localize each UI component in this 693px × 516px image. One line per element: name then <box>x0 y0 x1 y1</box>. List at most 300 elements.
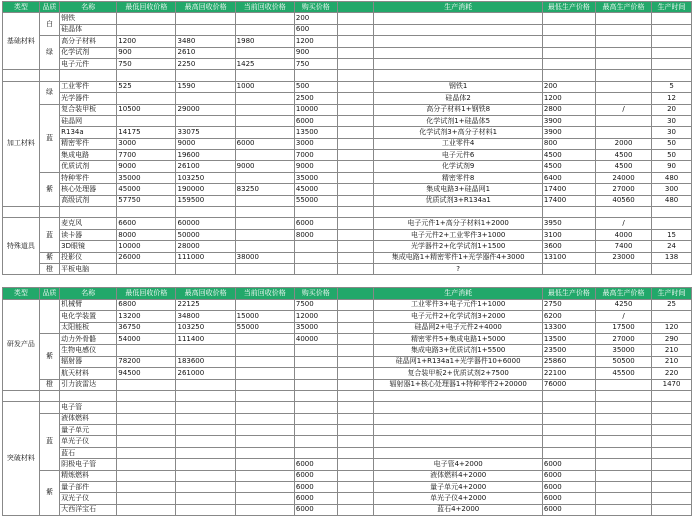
column-header: 最低回收价格 <box>117 288 176 299</box>
buy-price <box>294 356 337 367</box>
min-recycle-price <box>117 493 176 504</box>
buy-price: 600 <box>294 24 337 35</box>
max-production-price: 4250 <box>595 299 651 310</box>
max-recycle-price <box>176 115 235 126</box>
production-recipe: 辐射器1+核心处理器1+特种零件2+20000 <box>374 379 542 390</box>
production-recipe <box>374 425 542 436</box>
max-production-price <box>595 379 651 390</box>
production-recipe <box>374 413 542 424</box>
buy-price: 2500 <box>294 93 337 104</box>
production-recipe: 集成电路1+精密零件1+光学器件4+3000 <box>374 252 542 263</box>
table-row <box>3 470 692 481</box>
item-name: 双光子仪 <box>60 493 117 504</box>
current-recycle-price <box>235 24 294 35</box>
max-recycle-price: 1590 <box>176 81 235 92</box>
max-production-price: / <box>595 104 651 115</box>
max-production-price <box>595 459 651 470</box>
min-production-price: 3950 <box>542 218 595 229</box>
quality-cell: 橙 <box>39 263 59 274</box>
min-production-price <box>542 425 595 436</box>
empty-cell <box>337 390 374 401</box>
production-recipe <box>374 36 542 47</box>
table-row <box>3 195 692 206</box>
min-recycle-price <box>117 504 176 515</box>
min-recycle-price: 36750 <box>117 322 176 333</box>
item-name: 生物电感仪 <box>60 345 117 356</box>
table-row <box>3 413 692 424</box>
table-row <box>3 184 692 195</box>
production-recipe: 精密零件8 <box>374 172 542 183</box>
min-recycle-price: 1200 <box>117 36 176 47</box>
item-name: 蓝石 <box>60 447 117 458</box>
item-name: 复合装甲板 <box>60 104 117 115</box>
spacer-cell <box>337 172 374 183</box>
empty-cell <box>595 70 651 81</box>
production-time <box>652 263 692 274</box>
empty-cell <box>294 70 337 81</box>
column-header: 品质 <box>39 288 59 299</box>
empty-cell <box>542 70 595 81</box>
table-row <box>3 218 692 229</box>
buy-price: 6000 <box>294 115 337 126</box>
production-time <box>652 459 692 470</box>
buy-price: 6000 <box>294 504 337 515</box>
min-recycle-price <box>117 402 176 413</box>
production-time: 24 <box>652 241 692 252</box>
quality-cell: 绿 <box>39 36 59 70</box>
spacer-row <box>3 390 692 401</box>
min-recycle-price: 94500 <box>117 368 176 379</box>
buy-price: 45000 <box>294 184 337 195</box>
min-recycle-price: 35000 <box>117 172 176 183</box>
spacer-cell <box>337 195 374 206</box>
current-recycle-price <box>235 470 294 481</box>
empty-cell <box>39 390 59 401</box>
table-row <box>3 493 692 504</box>
min-recycle-price: 10500 <box>117 104 176 115</box>
production-time <box>652 482 692 493</box>
production-time <box>652 413 692 424</box>
buy-price: 35000 <box>294 172 337 183</box>
min-production-price: 3100 <box>542 229 595 240</box>
production-time: 120 <box>652 322 692 333</box>
production-recipe: 化学试剂9 <box>374 161 542 172</box>
min-production-price <box>542 263 595 274</box>
production-recipe: 液体燃料4+2000 <box>374 470 542 481</box>
empty-cell <box>176 390 235 401</box>
min-production-price <box>542 413 595 424</box>
quality-cell: 紫 <box>39 470 59 516</box>
max-production-price: 27000 <box>595 333 651 344</box>
buy-price <box>294 425 337 436</box>
production-recipe: 化学试剂1+硅晶体5 <box>374 115 542 126</box>
production-recipe: 工业零件3+电子元件1+1000 <box>374 299 542 310</box>
spacer-cell <box>337 2 374 13</box>
max-production-price <box>595 470 651 481</box>
quality-cell: 绿 <box>39 81 59 104</box>
item-name: 优质试剂 <box>60 161 117 172</box>
spacer-cell <box>337 138 374 149</box>
min-production-price: 6000 <box>542 470 595 481</box>
table-row <box>3 13 692 24</box>
min-production-price: 200 <box>542 81 595 92</box>
min-production-price: 4500 <box>542 150 595 161</box>
spacer-cell <box>337 218 374 229</box>
current-recycle-price <box>235 299 294 310</box>
production-recipe: 蓝石4+2000 <box>374 504 542 515</box>
production-recipe: 电子管4+2000 <box>374 459 542 470</box>
max-recycle-price: 103250 <box>176 322 235 333</box>
production-recipe: 工业零件4 <box>374 138 542 149</box>
max-production-price: 17500 <box>595 322 651 333</box>
column-header: 当前回收价格 <box>235 288 294 299</box>
min-recycle-price: 54000 <box>117 333 176 344</box>
item-name: 3D眼镜 <box>60 241 117 252</box>
max-recycle-price: 29000 <box>176 104 235 115</box>
spacer-cell <box>337 36 374 47</box>
spacer-cell <box>337 24 374 35</box>
production-recipe: 电子元件6 <box>374 150 542 161</box>
max-production-price <box>595 447 651 458</box>
max-recycle-price: 22125 <box>176 299 235 310</box>
production-time <box>652 311 692 322</box>
item-name: 量子单元 <box>60 425 117 436</box>
table-row <box>3 104 692 115</box>
max-recycle-price: 34800 <box>176 311 235 322</box>
min-recycle-price: 8000 <box>117 229 176 240</box>
empty-cell <box>337 207 374 218</box>
max-recycle-price <box>176 413 235 424</box>
item-name: 航天材料 <box>60 368 117 379</box>
min-recycle-price: 900 <box>117 47 176 58</box>
max-production-price: / <box>595 311 651 322</box>
empty-cell <box>542 207 595 218</box>
max-recycle-price <box>176 482 235 493</box>
min-production-price <box>542 47 595 58</box>
min-production-price: 6000 <box>542 504 595 515</box>
item-name: 平板电脑 <box>60 263 117 274</box>
min-production-price: 23500 <box>542 345 595 356</box>
current-recycle-price <box>235 93 294 104</box>
max-recycle-price <box>176 263 235 274</box>
min-recycle-price: 10000 <box>117 241 176 252</box>
quality-cell <box>39 299 59 333</box>
max-recycle-price: 26100 <box>176 161 235 172</box>
max-production-price <box>595 36 651 47</box>
production-recipe <box>374 447 542 458</box>
current-recycle-price <box>235 13 294 24</box>
item-name: 投影仪 <box>60 252 117 263</box>
table-row <box>3 356 692 367</box>
item-name: 阴极电子管 <box>60 459 117 470</box>
production-recipe: 电子元件2+化学试剂3+2000 <box>374 311 542 322</box>
production-time <box>652 447 692 458</box>
buy-price <box>294 368 337 379</box>
production-time <box>652 13 692 24</box>
table-row <box>3 81 692 92</box>
empty-cell <box>595 207 651 218</box>
current-recycle-price <box>235 218 294 229</box>
current-recycle-price <box>235 425 294 436</box>
spacer-cell <box>337 379 374 390</box>
spacer-cell <box>337 13 374 24</box>
max-production-price <box>595 93 651 104</box>
max-recycle-price: 190000 <box>176 184 235 195</box>
min-recycle-price <box>117 115 176 126</box>
empty-cell <box>235 207 294 218</box>
column-header: 生产时间 <box>652 288 692 299</box>
production-time <box>652 402 692 413</box>
current-recycle-price: 1000 <box>235 81 294 92</box>
spacer-cell <box>337 356 374 367</box>
max-production-price <box>595 482 651 493</box>
spacer-cell <box>337 470 374 481</box>
buy-price <box>294 436 337 447</box>
production-recipe <box>374 47 542 58</box>
table-row <box>3 241 692 252</box>
item-name: 太阳能板 <box>60 322 117 333</box>
spacer-cell <box>337 345 374 356</box>
production-time <box>652 425 692 436</box>
production-recipe: 硅晶网1+R134a1+光学器件10+6000 <box>374 356 542 367</box>
empty-cell <box>652 70 692 81</box>
max-recycle-price <box>176 402 235 413</box>
production-recipe: 量子单元4+2000 <box>374 482 542 493</box>
empty-cell <box>3 207 40 218</box>
quality-cell <box>39 402 59 413</box>
min-recycle-price: 750 <box>117 58 176 69</box>
min-production-price: 17400 <box>542 184 595 195</box>
empty-cell <box>374 70 542 81</box>
item-name: 读卡器 <box>60 229 117 240</box>
item-name: 量子部件 <box>60 482 117 493</box>
production-time: 210 <box>652 356 692 367</box>
min-production-price: 13100 <box>542 252 595 263</box>
min-production-price: 6000 <box>542 459 595 470</box>
current-recycle-price: 83250 <box>235 184 294 195</box>
current-recycle-price: 55000 <box>235 322 294 333</box>
min-recycle-price <box>117 436 176 447</box>
empty-cell <box>60 207 117 218</box>
table-row <box>3 447 692 458</box>
item-name: 大西洋宝石 <box>60 504 117 515</box>
production-recipe <box>374 402 542 413</box>
max-production-price: 23000 <box>595 252 651 263</box>
min-production-price: 3900 <box>542 127 595 138</box>
current-recycle-price <box>235 150 294 161</box>
buy-price: 10000 <box>294 104 337 115</box>
buy-price: 40000 <box>294 333 337 344</box>
item-name: 工业零件 <box>60 81 117 92</box>
spacer-cell <box>337 447 374 458</box>
item-name: 集成电路 <box>60 150 117 161</box>
production-time: 290 <box>652 333 692 344</box>
max-recycle-price: 50000 <box>176 229 235 240</box>
item-name: 高分子材料 <box>60 36 117 47</box>
buy-price: 9000 <box>294 161 337 172</box>
buy-price: 200 <box>294 13 337 24</box>
min-recycle-price <box>117 24 176 35</box>
min-recycle-price <box>117 459 176 470</box>
min-recycle-price <box>117 470 176 481</box>
min-production-price: 3600 <box>542 241 595 252</box>
current-recycle-price: 1425 <box>235 58 294 69</box>
min-production-price: 25860 <box>542 356 595 367</box>
spacer-cell <box>337 482 374 493</box>
column-header: 生产消耗 <box>374 2 542 13</box>
empty-cell <box>176 70 235 81</box>
table-row <box>3 252 692 263</box>
spacer-cell <box>337 127 374 138</box>
buy-price <box>294 241 337 252</box>
column-header: 名称 <box>60 288 117 299</box>
min-production-price <box>542 36 595 47</box>
spacer-cell <box>337 263 374 274</box>
max-recycle-price: 111400 <box>176 333 235 344</box>
item-name: 电化学装置 <box>60 311 117 322</box>
min-production-price <box>542 436 595 447</box>
buy-price: 6000 <box>294 493 337 504</box>
spacer-cell <box>337 368 374 379</box>
max-production-price: 4000 <box>595 229 651 240</box>
current-recycle-price <box>235 345 294 356</box>
max-recycle-price <box>176 425 235 436</box>
table-row <box>3 172 692 183</box>
current-recycle-price <box>235 263 294 274</box>
production-recipe: 硅晶体2 <box>374 93 542 104</box>
current-recycle-price <box>235 436 294 447</box>
production-time: 220 <box>652 368 692 379</box>
min-production-price: 76000 <box>542 379 595 390</box>
column-header: 类型 <box>3 2 40 13</box>
min-recycle-price: 9000 <box>117 161 176 172</box>
max-recycle-price: 261000 <box>176 368 235 379</box>
spacer-cell <box>337 493 374 504</box>
current-recycle-price <box>235 172 294 183</box>
min-recycle-price <box>117 425 176 436</box>
production-recipe <box>374 436 542 447</box>
production-time: 12 <box>652 93 692 104</box>
table-row <box>3 24 692 35</box>
max-production-price: 50500 <box>595 356 651 367</box>
min-production-price: 2800 <box>542 104 595 115</box>
column-header: 最低生产价格 <box>542 288 595 299</box>
item-name: 硅晶体 <box>60 24 117 35</box>
max-production-price: 24000 <box>595 172 651 183</box>
column-header: 生产消耗 <box>374 288 542 299</box>
min-recycle-price <box>117 345 176 356</box>
table-row <box>3 436 692 447</box>
category-cell: 研发产品 <box>3 299 40 390</box>
max-production-price: 40560 <box>595 195 651 206</box>
max-recycle-price: 33075 <box>176 127 235 138</box>
item-name: 单光子仪 <box>60 436 117 447</box>
production-recipe <box>374 58 542 69</box>
production-time: 20 <box>652 104 692 115</box>
empty-cell <box>652 390 692 401</box>
buy-price: 6000 <box>294 459 337 470</box>
empty-cell <box>3 70 40 81</box>
empty-cell <box>117 70 176 81</box>
buy-price <box>294 263 337 274</box>
current-recycle-price: 15000 <box>235 311 294 322</box>
spacer-cell <box>337 241 374 252</box>
min-production-price: 800 <box>542 138 595 149</box>
max-production-price <box>595 24 651 35</box>
max-production-price <box>595 413 651 424</box>
spacer-cell <box>337 184 374 195</box>
production-recipe <box>374 13 542 24</box>
current-recycle-price: 9000 <box>235 161 294 172</box>
column-header: 最低生产价格 <box>542 2 595 13</box>
min-production-price: 17400 <box>542 195 595 206</box>
production-recipe <box>374 24 542 35</box>
max-production-price <box>595 115 651 126</box>
current-recycle-price <box>235 413 294 424</box>
table-row <box>3 379 692 390</box>
min-production-price <box>542 24 595 35</box>
production-recipe: 光学器件2+化学试剂1+1500 <box>374 241 542 252</box>
buy-price: 7500 <box>294 299 337 310</box>
spacer-cell <box>337 58 374 69</box>
spacer-cell <box>337 93 374 104</box>
max-recycle-price <box>176 493 235 504</box>
table-row <box>3 345 692 356</box>
production-time <box>652 47 692 58</box>
table-row <box>3 47 692 58</box>
spacer-cell <box>337 413 374 424</box>
production-time: 5 <box>652 81 692 92</box>
table-row <box>3 482 692 493</box>
max-production-price <box>595 493 651 504</box>
min-recycle-price: 525 <box>117 81 176 92</box>
production-time <box>652 218 692 229</box>
column-header: 最低回收价格 <box>117 2 176 13</box>
min-production-price <box>542 58 595 69</box>
buy-price <box>294 402 337 413</box>
production-time: 480 <box>652 172 692 183</box>
spacer-cell <box>337 299 374 310</box>
buy-price <box>294 252 337 263</box>
max-recycle-price: 2250 <box>176 58 235 69</box>
max-recycle-price: 19600 <box>176 150 235 161</box>
max-recycle-price: 3480 <box>176 36 235 47</box>
item-name: 光学器件 <box>60 93 117 104</box>
spacer-row <box>3 70 692 81</box>
empty-cell <box>176 207 235 218</box>
table-row <box>3 263 692 274</box>
production-recipe: 钢铁1 <box>374 81 542 92</box>
item-name: 电子元件 <box>60 58 117 69</box>
production-time <box>652 436 692 447</box>
spacer-cell <box>337 436 374 447</box>
min-recycle-price: 14175 <box>117 127 176 138</box>
empty-cell <box>3 390 40 401</box>
buy-price <box>294 447 337 458</box>
max-recycle-price <box>176 13 235 24</box>
table-row <box>3 115 692 126</box>
min-production-price: 6400 <box>542 172 595 183</box>
production-time: 50 <box>652 150 692 161</box>
max-production-price: 4500 <box>595 161 651 172</box>
max-recycle-price <box>176 504 235 515</box>
column-header: 当前回收价格 <box>235 2 294 13</box>
empty-cell <box>39 207 59 218</box>
quality-cell: 白 <box>39 13 59 36</box>
item-name: 电子管 <box>60 402 117 413</box>
spacer-cell <box>337 252 374 263</box>
column-header: 最高回收价格 <box>176 288 235 299</box>
